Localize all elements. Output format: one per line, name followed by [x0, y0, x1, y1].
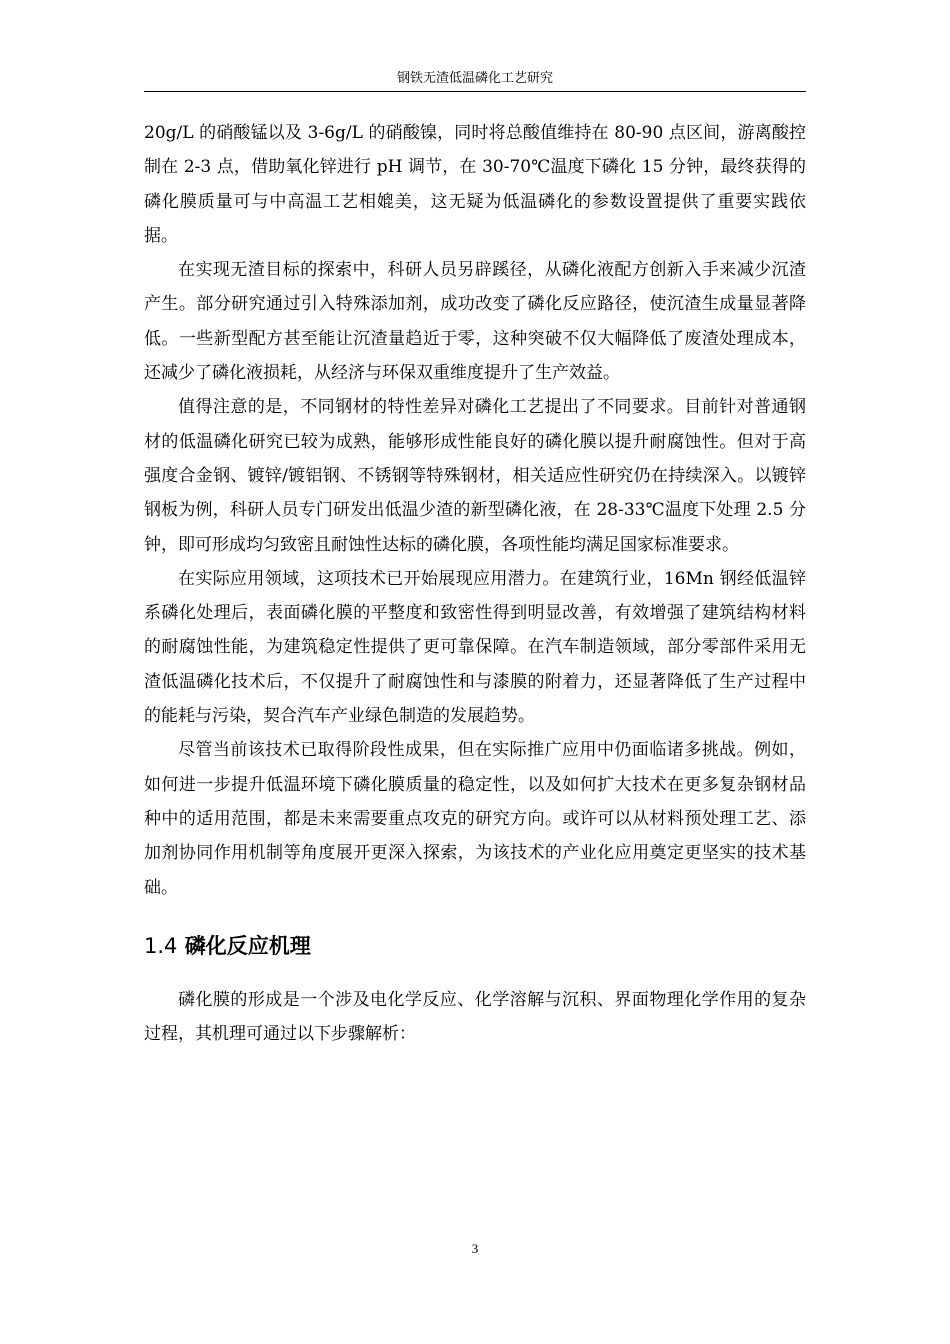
section-title: 磷化反应机理 — [184, 933, 311, 958]
paragraph: 尽管当前该技术已取得阶段性成果，但在实际推广应用中仍面临诸多挑战。例如，如何进一步提升低温环境下磷化膜质量的稳定性，以及如何扩大技术在更多复杂钢材品种中的适用范围，都是未来需要重点攻克的研究方向。或许可以从材料预处理工艺、添加剂协同作用机制等角度展开更深入探索，为该技术的产业化应用奠定更坚实的技术基础。 — [144, 740, 806, 898]
paragraph: 在实际应用领域，这项技术已开始展现应用潜力。在建筑行业，16Mn 钢经低温锌系磷化处理后，表面磷化膜的平整度和致密性得到明显改善，有效增强了建筑结构材料的耐腐蚀性能，为建筑稳定性提供了更可靠保障。在汽车制造领域，部分零部件采用无渣低温磷化技术后，不仅提升了耐腐蚀性和与漆膜的附着力，还显著降低了生产过程中的能耗与污染，契合汽车产业绿色制造的发展趋势。 — [144, 568, 806, 727]
section-heading — [144, 930, 806, 962]
section-number: 1.4 — [144, 933, 178, 958]
paragraph: 在实现无渣目标的探索中，科研人员另辟蹊径，从磷化液配方创新入手来减少沉渣产生。部分研究通过引入特殊添加剂，成功改变了磷化反应路径，使沉渣生成量显著降低。一些新型配方甚至能让沉渣量趋近于零，这种突破不仅大幅降低了废渣处理成本，还减少了磷化液损耗，从经济与环保双重维度提升了生产效益。 — [144, 260, 806, 384]
running-header: 钢铁无渣低温磷化工艺研究 — [396, 71, 553, 86]
paragraph-continued: 20g/L 的硝酸锰以及 3-6g/L 的硝酸镍，同时将总酸值维持在 80-90 点区间，游离酸控制在 2-3 点，借助氧化锌进行 pH 调节，在 30-70℃温度下磷化 15 分钟，最终获得的磷化膜质量可与中高温工艺相媲美，这无疑为低温磷化的参数设置提供了重要实践依据。 — [144, 123, 806, 246]
paragraph: 磷化膜的形成是一个涉及电化学反应、化学溶解与沉积、界面物理化学作用的复杂过程，其机理可通过以下步骤解析： — [144, 989, 806, 1045]
page-number: 3 — [471, 1241, 479, 1256]
paragraph: 值得注意的是，不同钢材的特性差异对磷化工艺提出了不同要求。目前针对普通钢材的低温磷化研究已较为成熟，能够形成性能良好的磷化膜以提升耐腐蚀性。但对于高强度合金钢、镀锌/镀铝钢、不锈钢等特殊钢材，相关适应性研究仍在持续深入。以镀锌钢板为例，科研人员专门研发出低温少渣的新型磷化液，在 28-33℃温度下处理 2.5 分钟，即可形成均匀致密且耐蚀性达标的磷化膜，各项性能均满足国家标准要求。 — [144, 397, 806, 555]
header-rule — [144, 91, 806, 92]
page-content — [144, 116, 806, 1051]
